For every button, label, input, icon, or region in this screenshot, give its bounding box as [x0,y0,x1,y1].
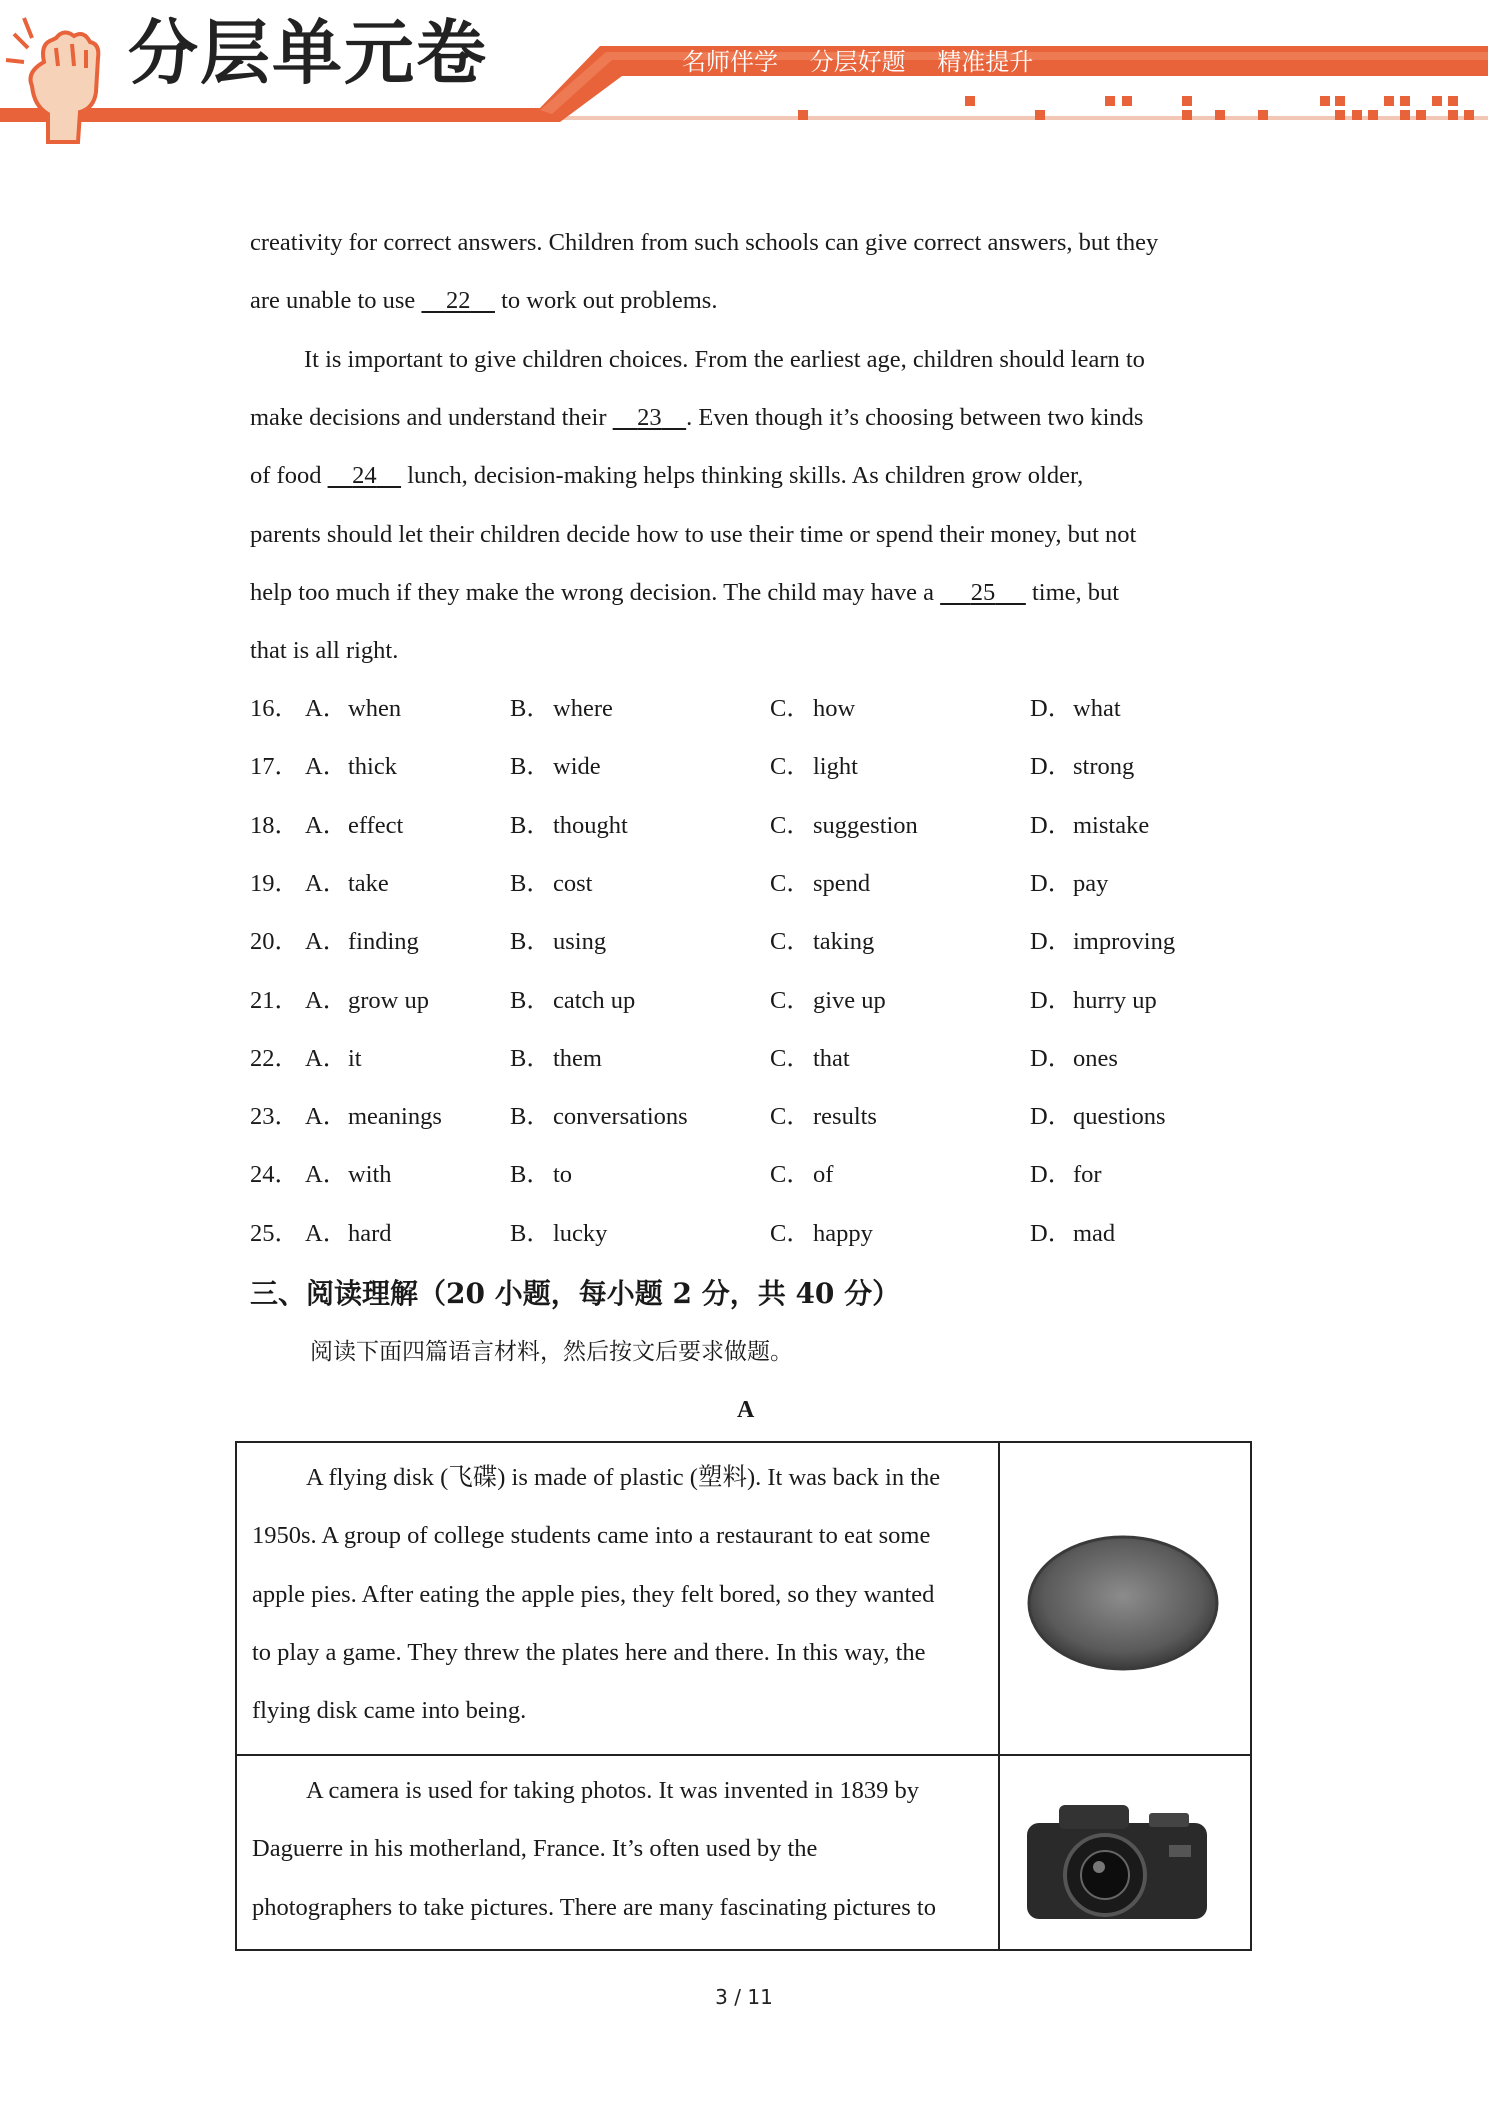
option-row [250,1042,1240,1076]
passage-line [250,459,1083,493]
passage-line [250,401,1143,435]
option-c: C．suggestion [770,811,918,839]
cell-line: apple pies. After eating the apple pies, they felt bored, so they wanted [252,1581,935,1608]
option-b: B．to [510,1161,573,1189]
text: . Even though it’s choosing between two kinds [686,404,1144,431]
passage-line [250,343,1145,377]
option-d: D．strong [1030,753,1135,781]
question-number: 24． [250,1161,299,1189]
option-row [250,1217,1240,1251]
question-number: 22． [250,1044,299,1072]
text: creativity for correct answers. Children from such schools can give correct answers, but they [250,229,1159,256]
cell-line: A camera is used for taking photos. It was invented in 1839 by [306,1777,920,1804]
option-row [250,750,1240,784]
option-b: B．wide [510,753,601,781]
option-c: C．how [770,695,856,722]
option-a: A．when [305,695,402,722]
text: of food [250,462,322,489]
header-slogan [682,44,1057,80]
text: make decisions and understand their [250,404,607,431]
option-d: D．mistake [1030,811,1150,839]
section-title: 三、阅读理解（20 小题，每小题 2 分，共 40 分） [250,1277,901,1310]
blank-22: 22 [445,287,471,314]
option-a: A．it [305,1044,362,1072]
question-number: 16． [250,695,299,722]
option-d: D．what [1030,695,1121,722]
table-divider [237,1754,1250,1756]
option-c: C．spend [770,869,871,897]
option-c: C．taking [770,928,875,956]
passage-line [250,576,1119,610]
cell-line: flying disk came into being. [252,1697,527,1724]
question-number: 20． [250,928,299,956]
option-b: B．lucky [510,1219,608,1247]
text: lunch, decision-making helps thinking skills. As children grow older, [407,462,1084,489]
passage-line [250,226,1158,260]
question-number: 25． [250,1219,299,1247]
passage-line [250,634,398,668]
option-a: A．with [305,1161,392,1189]
blank-23: 23 [637,404,662,431]
option-b: B．them [510,1044,602,1072]
page-number: 3 / 11 [715,1985,773,2009]
option-b: B．catch up [510,986,636,1014]
option-d: D．improving [1030,928,1176,956]
option-a: A．effect [305,811,404,839]
text: help too much if they make the wrong decision. The child may have a [250,579,934,606]
option-c: C．of [770,1161,834,1189]
question-number: 21． [250,986,299,1014]
option-a: A．hard [305,1219,392,1247]
slogan-2: 分层好题 [809,48,906,76]
blank-25: 25 [970,579,996,606]
passage-a-table [235,1441,1252,1951]
passage-line [250,284,717,318]
text: It is important to give children choices. From the earliest age, children should learn to [304,346,1145,373]
section-instruction: 阅读下面四篇语言材料，然后按文后要求做题。 [310,1339,793,1365]
option-b: B．conversations [510,1103,688,1131]
option-d: D．mad [1030,1219,1116,1247]
page-header [0,0,1488,150]
option-b: B．using [510,928,607,956]
camera-image [1019,1795,1219,1930]
option-c: C．give up [770,986,886,1014]
question-number: 18． [250,811,299,839]
option-b: B．thought [510,811,628,839]
option-d: D．for [1030,1161,1102,1189]
slogan-3: 精准提升 [937,48,1034,76]
cell-line: A flying disk (飞碟) is made of plastic (塑料). It was back in the [306,1464,941,1491]
blank-24: 24 [352,462,377,489]
option-d: D．questions [1030,1103,1166,1131]
fist-logo-icon [4,14,114,144]
cell-line: to play a game. They threw the plates here and there. In this way, the [252,1639,926,1666]
question-number: 17． [250,753,299,781]
option-row [250,984,1240,1018]
passage-label: A [737,1397,755,1423]
option-b: B．cost [510,869,593,897]
text: that is all right. [250,637,399,664]
option-row [250,809,1240,843]
text: time, but [1032,579,1120,606]
option-a: A．meanings [305,1103,442,1131]
option-c: C．light [770,753,858,781]
slogan-1: 名师伴学 [682,48,778,76]
option-row [250,925,1240,959]
option-c: C．results [770,1103,877,1131]
option-a: A．thick [305,753,397,781]
table-divider [998,1443,1000,1949]
option-d: D．hurry up [1030,986,1157,1014]
option-row [250,692,1240,726]
option-row [250,1158,1240,1192]
option-c: C．that [770,1044,850,1072]
option-c: C．happy [770,1219,873,1247]
flying-disk-image [1025,1533,1225,1688]
cell-line: Daguerre in his motherland, France. It’s often used by the [252,1835,818,1862]
question-number: 19． [250,869,299,897]
option-row [250,867,1240,901]
question-number: 23． [250,1103,299,1131]
option-a: A．take [305,869,389,897]
cell-line: 1950s. A group of college students came into a restaurant to eat some [252,1522,931,1549]
text: parents should let their children decide how to use their time or spend their money, but not [250,521,1137,548]
text: are unable to use [250,287,416,314]
passage-line [250,518,1136,552]
text: to work out problems. [501,287,718,314]
option-b: B．where [510,695,613,722]
option-row [250,1100,1240,1134]
cell-line: photographers to take pictures. There are many fascinating pictures to [252,1894,936,1921]
option-d: D．ones [1030,1044,1118,1072]
brand-title: 分层单元卷 [128,12,488,94]
option-a: A．grow up [305,986,429,1014]
option-a: A．finding [305,928,419,956]
option-d: D．pay [1030,869,1109,897]
